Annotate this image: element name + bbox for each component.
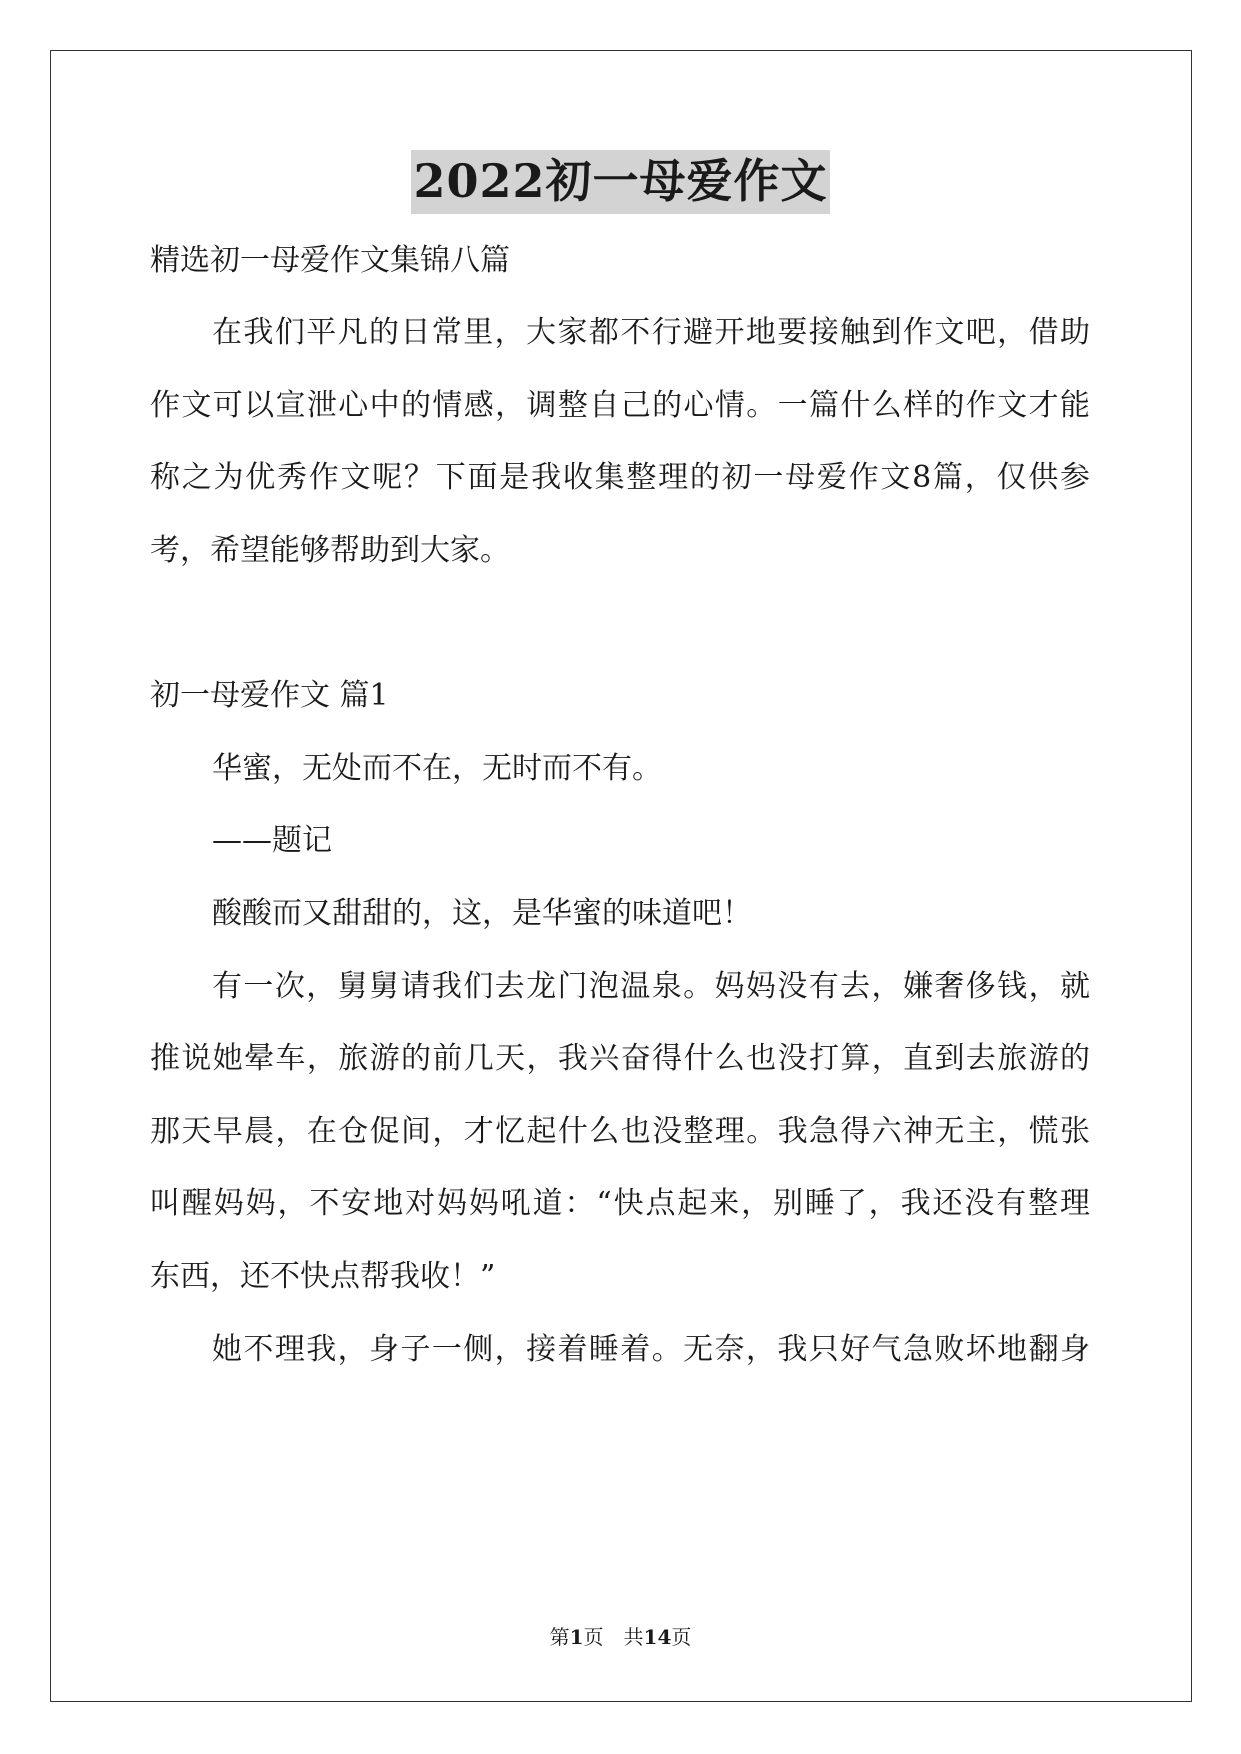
page-number-current: 1 (569, 1625, 584, 1649)
page-number-mid: 页 共 (583, 1625, 644, 1649)
page-footer (0, 1627, 1241, 1647)
intro-line-3: 称之为优秀作文呢？下面是我收集整理的初一母爱作文8篇，仅供参 (150, 460, 1090, 495)
document-title (0, 154, 1241, 208)
section-line-3: 酸酸而又甜甜的，这，是华蜜的味道吧！ (212, 896, 752, 931)
section-line-1: 华蜜，无处而不在，无时而不有。 (212, 751, 662, 786)
section-line-8: 东西，还不快点帮我收！” (150, 1259, 496, 1294)
intro-line-4: 考，希望能够帮助到大家。 (150, 533, 510, 568)
section-line-6: 那天早晨，在仓促间，才忆起什么也没整理。我急得六神无主，慌张 (150, 1114, 1090, 1149)
intro-line-1: 在我们平凡的日常里，大家都不行避开地要接触到作文吧，借助 (212, 315, 1090, 350)
intro-line-2: 作文可以宣泄心中的情感，调整自己的心情。一篇什么样的作文才能 (150, 388, 1090, 423)
section-line-5: 推说她晕车，旅游的前几天，我兴奋得什么也没打算，直到去旅游的 (150, 1041, 1090, 1076)
page-number-suffix: 页 (671, 1625, 692, 1649)
page-number-prefix: 第 (549, 1625, 570, 1649)
section-line-7: 叫醒妈妈，不安地对妈妈吼道：“快点起来，别睡了，我还没有整理 (150, 1186, 1090, 1221)
page-number-total: 14 (643, 1625, 672, 1649)
page-frame (50, 50, 1192, 1702)
document-subtitle: 精选初一母爱作文集锦八篇 (150, 243, 510, 278)
document-title-text: 2022初一母爱作文 (411, 150, 829, 214)
section-line-2: ——题记 (212, 823, 332, 858)
section-line-4: 有一次，舅舅请我们去龙门泡温泉。妈妈没有去，嫌奢侈钱，就 (212, 969, 1090, 1004)
section-heading: 初一母爱作文 篇1 (150, 678, 389, 713)
section-line-9: 她不理我，身子一侧，接着睡着。无奈，我只好气急败坏地翻身 (212, 1332, 1090, 1367)
